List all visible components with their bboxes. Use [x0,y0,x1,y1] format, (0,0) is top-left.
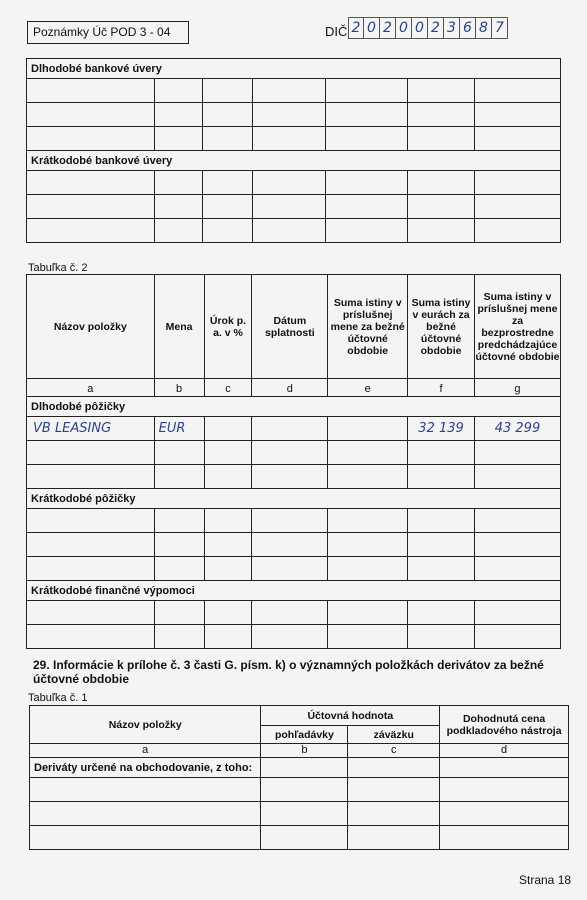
entry-currency: EUR [154,417,204,441]
header-agreed-price: Dohodnutá cena podkladového nástroja [440,706,569,744]
dic-digit: 0 [364,17,380,39]
column-letter: a [30,744,261,758]
dic-digit: 2 [380,17,396,39]
dic-digit: 3 [444,17,460,39]
form-title: Poznámky Úč POD 3 - 04 [27,21,189,44]
header-receivables: pohľadávky [261,726,348,744]
dic-digit: 2 [428,17,444,39]
column-letter: b [261,744,348,758]
bank-loans-table [26,58,561,243]
column-letter: e [328,379,408,397]
section-short-aid: Krátkodobé finančné výpomoci [27,581,561,601]
table2-caption: Tabuľka č. 2 [28,262,88,274]
page-number: Strana 18 [519,873,572,887]
column-letter: a [27,379,155,397]
section-short-bank-loans: Krátkodobé bankové úvery [27,151,561,171]
header-currency: Mena [154,275,204,379]
section-29-heading: 29. Informácie k prílohe č. 3 časti G. písm. k) o významných položkách derivátov za bežné účtovné obdobie [33,658,544,686]
header-principal-eur: Suma istiny v eurách za bežné účtovné obdobie [408,275,475,379]
dic-digit: 0 [412,17,428,39]
column-letter: g [474,379,560,397]
column-letter: d [252,379,328,397]
column-letter: b [154,379,204,397]
column-letter: f [408,379,475,397]
entry-principal-eur: 32 139 [408,417,475,441]
header-book-value: Účtovná hodnota [261,706,440,726]
derivatives-table [29,705,569,850]
row-derivatives-trading: Deriváty určené na obchodovanie, z toho: [30,758,261,778]
header-principal-previous: Suma istiny v príslušnej mene za bezprostredne predchádzajúce účtovné obdobie [474,275,560,379]
header-due-date: Dátum splatnosti [252,275,328,379]
dic-digit-boxes [348,17,508,39]
header-payables: záväzku [348,726,440,744]
header-principal-currency: Suma istiny v príslušnej mene za bežné účtovné obdobie [328,275,408,379]
loans-table [26,274,561,649]
entry-principal-previous: 43 299 [474,417,560,441]
dic-digit: 7 [492,17,508,39]
table1-caption: Tabuľka č. 1 [28,692,88,704]
column-letter: d [440,744,569,758]
dic-digit: 6 [460,17,476,39]
dic-digit: 0 [396,17,412,39]
column-letter: c [204,379,252,397]
dic-digit: 8 [476,17,492,39]
column-letter: c [348,744,440,758]
header-rate: Úrok p. a. v % [204,275,252,379]
header-name: Názov položky [27,275,155,379]
section-short-loans: Krátkodobé pôžičky [27,489,561,509]
section-long-bank-loans: Dlhodobé bankové úvery [27,59,561,79]
header-name: Názov položky [30,706,261,744]
dic-label: DIČ [325,24,348,39]
dic-digit: 2 [348,17,364,39]
entry-name: VB LEASING [27,417,155,441]
section-long-loans: Dlhodobé pôžičky [27,397,561,417]
